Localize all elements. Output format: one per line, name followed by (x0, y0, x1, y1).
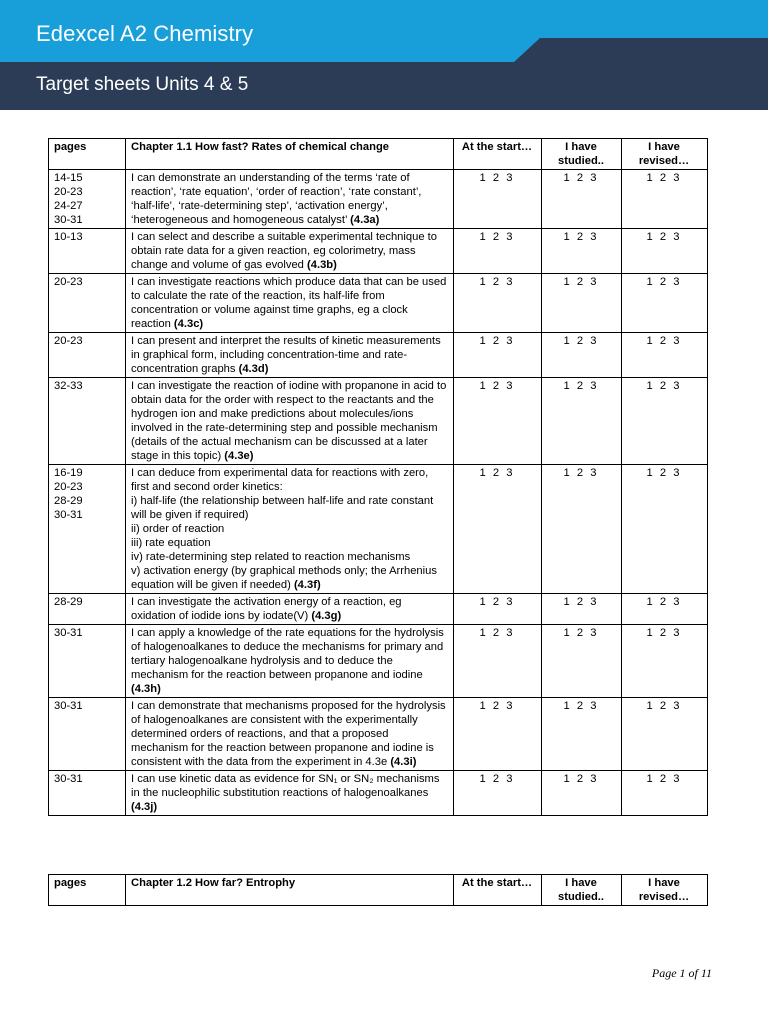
table-row (49, 333, 708, 378)
objective-text: I can present and interpret the results of kinetic measurements in graphical form, including concentration-time and rate-concentration graphs (131, 335, 441, 375)
spec-code: (4.3h) (131, 683, 161, 695)
table-row (49, 170, 708, 229)
table-row (49, 229, 708, 274)
objective-cell (126, 465, 454, 594)
spec-code: (4.3g) (311, 610, 342, 622)
rating-at-start[interactable]: 1 2 3 (454, 378, 542, 465)
table-header-row (49, 875, 708, 906)
table-row (49, 698, 708, 771)
table-row (49, 274, 708, 333)
spec-code: (4.3f) (293, 579, 321, 591)
objective-text: I can investigate reactions which produce data that can be used to calculate the rate of the reaction, its half-life from concentration or volume against time graphs, eg a clock reaction (131, 276, 447, 330)
objective-cell (126, 594, 454, 625)
spec-code: (4.3d) (238, 363, 269, 375)
objective-text: I can investigate the reaction of iodine with propanone in acid to obtain data for the order with respect to the reactants and the hydrogen ion and make predictions about molecules/ions involved in the rate-determining step and possible mechanism (details of the actual mechanism can be discussed at a later stage in this topic) (131, 380, 447, 462)
document-subtitle: Target sheets Units 4 & 5 (36, 74, 249, 95)
header-chapter: Chapter 1.1 How fast? Rates of chemical change (126, 139, 454, 170)
spec-code: (4.3b) (307, 259, 337, 271)
table-row (49, 465, 708, 594)
subheader-banner (0, 62, 768, 110)
table-row (49, 625, 708, 698)
pages-cell: 30-31 (49, 771, 126, 816)
spec-code: (4.3c) (173, 318, 204, 330)
objective-cell (126, 333, 454, 378)
objective-cell (126, 771, 454, 816)
rating-revised[interactable]: 1 2 3 (622, 771, 708, 816)
objective-text: I can use kinetic data as evidence for SN₁ or SN₂ mechanisms in the nucleophilic substitution reactions of halogenoalkanes (131, 773, 440, 799)
target-table-chapter-1-1 (48, 138, 708, 816)
objective-cell (126, 625, 454, 698)
rating-at-start[interactable]: 1 2 3 (454, 229, 542, 274)
rating-at-start[interactable]: 1 2 3 (454, 594, 542, 625)
rating-studied[interactable]: 1 2 3 (542, 170, 622, 229)
rating-revised[interactable]: 1 2 3 (622, 274, 708, 333)
table-row (49, 378, 708, 465)
rating-studied[interactable]: 1 2 3 (542, 771, 622, 816)
table-row (49, 771, 708, 816)
objective-cell (126, 229, 454, 274)
table-row (49, 594, 708, 625)
pages-cell: 14-15 20-23 24-27 30-31 (49, 170, 126, 229)
objective-text: I can deduce from experimental data for reactions with zero, first and second order kinetics: i) half-life (the relationship between half-life and rate constant will be given if required) ii) order of reaction iii) rate equation iv) rate-determining step related to reaction mechanisms v) activation energy (by graphical methods only; the Arrhenius equation will be given if needed) (131, 467, 437, 591)
header-pages: pages (49, 139, 126, 170)
table-header-row (49, 139, 708, 170)
rating-at-start[interactable]: 1 2 3 (454, 170, 542, 229)
rating-at-start[interactable]: 1 2 3 (454, 771, 542, 816)
header-chapter: Chapter 1.2 How far? Entrophy (126, 875, 454, 906)
header-at-start: At the start… (454, 875, 542, 906)
header-studied: I have studied.. (542, 139, 622, 170)
header-revised: I have revised… (622, 139, 708, 170)
spec-code: (4.3a) (350, 214, 380, 226)
rating-studied[interactable]: 1 2 3 (542, 698, 622, 771)
pages-cell: 20-23 (49, 333, 126, 378)
objective-text: I can investigate the activation energy of a reaction, eg oxidation of iodide ions by iodate(V) (131, 596, 402, 622)
objective-cell (126, 274, 454, 333)
rating-revised[interactable]: 1 2 3 (622, 625, 708, 698)
rating-studied[interactable]: 1 2 3 (542, 378, 622, 465)
rating-studied[interactable]: 1 2 3 (542, 625, 622, 698)
rating-revised[interactable]: 1 2 3 (622, 465, 708, 594)
rating-revised[interactable]: 1 2 3 (622, 594, 708, 625)
pages-cell: 16-19 20-23 28-29 30-31 (49, 465, 126, 594)
header-pages: pages (49, 875, 126, 906)
rating-studied[interactable]: 1 2 3 (542, 274, 622, 333)
objective-text: I can select and describe a suitable experimental technique to obtain rate data for a given reaction, eg colorimetry, mass change and volume of gas evolved (131, 231, 437, 271)
objective-text: I can demonstrate that mechanisms proposed for the hydrolysis of halogenoalkanes are consistent with the experimentally determined orders of reactions, and that a proposed mechanism for the reaction between propanone and iodine is consistent with the data from the experiment in 4.3e (131, 700, 446, 768)
objective-cell (126, 378, 454, 465)
pages-cell: 32-33 (49, 378, 126, 465)
rating-at-start[interactable]: 1 2 3 (454, 333, 542, 378)
spec-code: (4.3i) (390, 756, 417, 768)
objective-text: I can demonstrate an understanding of the terms ‘rate of reaction’, ‘rate equation’, ‘order of reaction’, ‘rate constant’, ‘half-life’, ‘rate-determining step’, ‘activation energy’, ‘heterogeneous and homogeneous catalyst’ (131, 172, 422, 226)
rating-studied[interactable]: 1 2 3 (542, 594, 622, 625)
rating-studied[interactable]: 1 2 3 (542, 333, 622, 378)
header-at-start: At the start… (454, 139, 542, 170)
rating-at-start[interactable]: 1 2 3 (454, 465, 542, 594)
target-table-chapter-1-2 (48, 874, 708, 906)
rating-studied[interactable]: 1 2 3 (542, 465, 622, 594)
objective-cell (126, 698, 454, 771)
rating-revised[interactable]: 1 2 3 (622, 170, 708, 229)
header-studied: I have studied.. (542, 875, 622, 906)
rating-revised[interactable]: 1 2 3 (622, 229, 708, 274)
rating-at-start[interactable]: 1 2 3 (454, 274, 542, 333)
pages-cell: 20-23 (49, 274, 126, 333)
pages-cell: 28-29 (49, 594, 126, 625)
rating-revised[interactable]: 1 2 3 (622, 333, 708, 378)
rating-studied[interactable]: 1 2 3 (542, 229, 622, 274)
rating-at-start[interactable]: 1 2 3 (454, 698, 542, 771)
pages-cell: 10-13 (49, 229, 126, 274)
spec-code: (4.3e) (224, 450, 254, 462)
rating-revised[interactable]: 1 2 3 (622, 378, 708, 465)
page-number: Page 1 of 11 (651, 966, 712, 980)
rating-at-start[interactable]: 1 2 3 (454, 625, 542, 698)
header-revised: I have revised… (622, 875, 708, 906)
objective-text: I can apply a knowledge of the rate equations for the hydrolysis of halogenoalkanes to deduce the mechanisms for primary and tertiary halogenoalkane hydrolysis and to deduce the mechanism for the reaction between propanone and iodine (131, 627, 444, 681)
pages-cell: 30-31 (49, 625, 126, 698)
spec-code: (4.3j) (131, 801, 158, 813)
objective-cell (126, 170, 454, 229)
rating-revised[interactable]: 1 2 3 (622, 698, 708, 771)
pages-cell: 30-31 (49, 698, 126, 771)
document-title: Edexcel A2 Chemistry (36, 21, 254, 46)
